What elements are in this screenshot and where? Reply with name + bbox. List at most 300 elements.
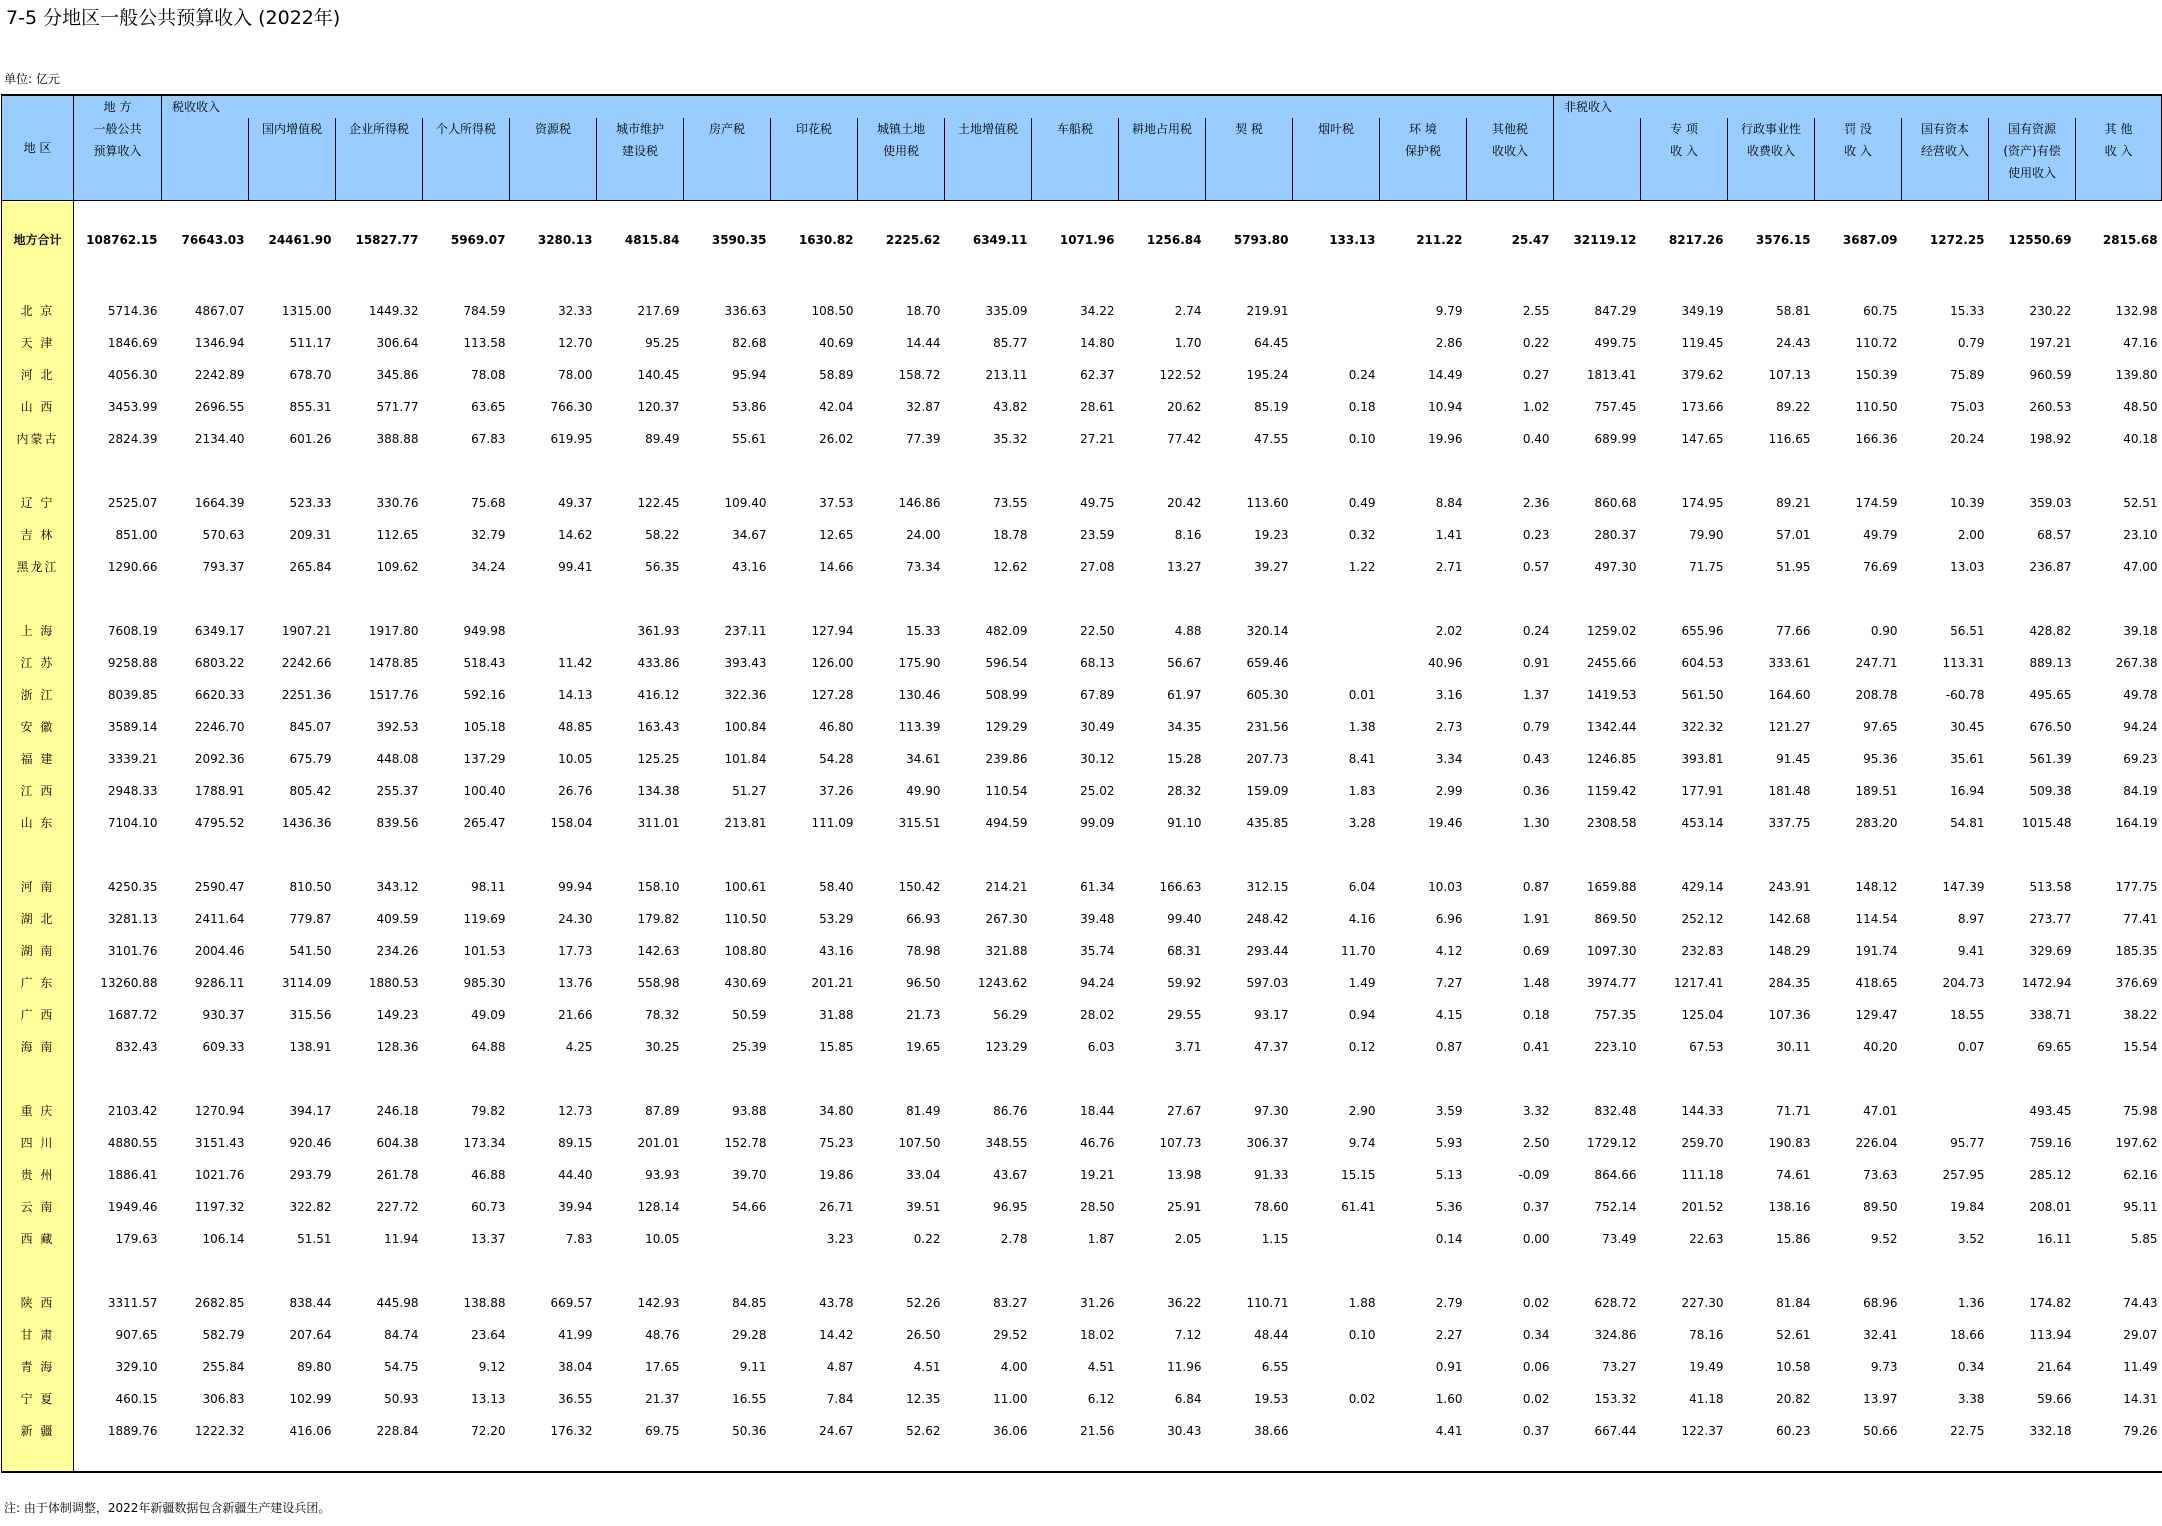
value-cell: 19.86 xyxy=(819,1168,854,1182)
value-cell: 394.17 xyxy=(289,1104,332,1118)
value-cell: 667.44 xyxy=(1594,1424,1637,1438)
value-cell: 19.49 xyxy=(1689,1360,1724,1374)
value-cell: 0.49 xyxy=(1348,496,1376,510)
value-cell: 306.37 xyxy=(1246,1136,1289,1150)
value-cell: 3281.13 xyxy=(107,912,158,926)
spacer-cell xyxy=(945,1447,1032,1472)
value-cell: 15.28 xyxy=(1167,752,1202,766)
value-cell: 752.14 xyxy=(1594,1200,1637,1214)
spacer-cell xyxy=(1293,201,1380,218)
value-cell: 393.81 xyxy=(1681,752,1724,766)
value-cell: 96.50 xyxy=(906,976,941,990)
spacer-cell xyxy=(1467,263,1554,295)
value-cell: 1664.39 xyxy=(194,496,245,510)
value-cell: 35.32 xyxy=(993,432,1028,446)
value-cell: 320.14 xyxy=(1246,624,1289,638)
value-cell: 207.73 xyxy=(1246,752,1289,766)
value-cell: 48.76 xyxy=(645,1328,680,1342)
value-cell: 3151.43 xyxy=(194,1136,245,1150)
spacer-cell xyxy=(1206,1255,1293,1287)
value-cell: 2824.39 xyxy=(107,432,158,446)
spacer-cell xyxy=(1815,1255,1902,1287)
value-cell: 0.87 xyxy=(1522,880,1550,894)
value-cell: 177.75 xyxy=(2115,880,2158,894)
spacer-cell xyxy=(74,263,162,295)
value-cell: 109.40 xyxy=(724,496,767,510)
value-cell: 949.98 xyxy=(463,624,506,638)
value-cell: 32.33 xyxy=(558,304,593,318)
region-name: 江 西 xyxy=(2,775,74,807)
spacer-cell xyxy=(684,583,771,615)
value-cell: 30.45 xyxy=(1950,720,1985,734)
header-nontax-total xyxy=(1554,118,1641,201)
value-cell: 306.64 xyxy=(376,336,419,350)
spacer-cell xyxy=(336,201,423,218)
value-cell: 14.42 xyxy=(819,1328,854,1342)
region-name: 江 苏 xyxy=(2,647,74,679)
value-cell: 293.79 xyxy=(289,1168,332,1182)
value-cell: 675.79 xyxy=(289,752,332,766)
value-cell: 144.33 xyxy=(1681,1104,1724,1118)
value-cell: 248.42 xyxy=(1246,912,1289,926)
value-cell: 1243.62 xyxy=(977,976,1028,990)
value-cell: 757.35 xyxy=(1594,1008,1637,1022)
value-cell: 29.07 xyxy=(2123,1328,2158,1342)
header-nontax-item: 国有资源 (资产)有偿 使用收入 xyxy=(1989,118,2076,201)
value-cell: 195.24 xyxy=(1246,368,1289,382)
spacer-cell xyxy=(1380,1063,1467,1095)
table-row xyxy=(2,935,2162,967)
spacer-cell xyxy=(1032,1447,1119,1472)
value-cell: 164.60 xyxy=(1768,688,1811,702)
value-cell: 113.58 xyxy=(463,336,506,350)
value-cell: 0.37 xyxy=(1522,1424,1550,1438)
value-cell: 0.27 xyxy=(1522,368,1550,382)
value-cell: 59.92 xyxy=(1167,976,1202,990)
value-cell: 11.96 xyxy=(1167,1360,1202,1374)
header-tax-item: 企业所得税 xyxy=(336,118,423,201)
value-cell: 69.65 xyxy=(2037,1040,2072,1054)
spacer-cell xyxy=(423,583,510,615)
spacer-cell xyxy=(2,1063,74,1095)
value-cell: 3974.77 xyxy=(1586,976,1637,990)
value-cell: 1.87 xyxy=(1087,1232,1115,1246)
value-cell: 460.15 xyxy=(115,1392,158,1406)
value-cell: 1.36 xyxy=(1957,1296,1985,1310)
value-cell: 38.22 xyxy=(2123,1008,2158,1022)
spacer-cell xyxy=(249,263,336,295)
value-cell: 174.82 xyxy=(2029,1296,2072,1310)
value-cell: 4056.30 xyxy=(107,368,158,382)
value-cell: 392.53 xyxy=(376,720,419,734)
value-cell: 2.71 xyxy=(1435,560,1463,574)
value-cell: 101.53 xyxy=(463,944,506,958)
value-cell: 106.14 xyxy=(202,1232,245,1246)
value-cell: 561.39 xyxy=(2029,752,2072,766)
spacer-cell xyxy=(510,583,597,615)
value-cell: 89.15 xyxy=(558,1136,593,1150)
value-cell: 6349.17 xyxy=(194,624,245,638)
value-cell: 0.01 xyxy=(1348,688,1376,702)
table-row xyxy=(2,391,2162,423)
spacer-cell xyxy=(684,263,771,295)
value-cell: 89.22 xyxy=(1776,400,1811,414)
header-tax-group: 税收收入 xyxy=(162,95,249,118)
value-cell: 4.15 xyxy=(1435,1008,1463,1022)
value-cell: 14.62 xyxy=(558,528,593,542)
value-cell: 847.29 xyxy=(1594,304,1637,318)
table-row xyxy=(2,423,2162,455)
value-cell: 21.64 xyxy=(2037,1360,2072,1374)
header-nontax-item: 专 项 收 入 xyxy=(1641,118,1728,201)
value-cell: 52.26 xyxy=(906,1296,941,1310)
value-cell: 409.59 xyxy=(376,912,419,926)
value-cell: 322.36 xyxy=(724,688,767,702)
spacer-cell xyxy=(858,839,945,871)
value-cell: 839.56 xyxy=(376,816,419,830)
value-cell: 628.72 xyxy=(1594,1296,1637,1310)
value-cell: 97.65 xyxy=(1863,720,1898,734)
value-cell: 6.84 xyxy=(1174,1392,1202,1406)
spacer-cell xyxy=(858,201,945,218)
value-cell: 26.76 xyxy=(558,784,593,798)
value-cell: 10.94 xyxy=(1428,400,1463,414)
value-cell: 47.55 xyxy=(1254,432,1289,446)
value-cell: 322.82 xyxy=(289,1200,332,1214)
value-cell: 337.75 xyxy=(1768,816,1811,830)
value-cell: 6.55 xyxy=(1261,1360,1289,1374)
value-cell: 36.22 xyxy=(1167,1296,1202,1310)
spacer-cell xyxy=(2076,263,2162,295)
spacer-cell xyxy=(1641,1255,1728,1287)
value-cell: 85.19 xyxy=(1254,400,1289,414)
value-cell: 0.02 xyxy=(1522,1392,1550,1406)
value-cell: 53.86 xyxy=(732,400,767,414)
spacer-row xyxy=(2,263,2162,295)
value-cell: 2815.68 xyxy=(2102,233,2158,247)
value-cell: 0.02 xyxy=(1348,1392,1376,1406)
value-cell: 50.36 xyxy=(732,1424,767,1438)
value-cell: 16.11 xyxy=(2037,1232,2072,1246)
value-cell: 315.51 xyxy=(898,816,941,830)
value-cell: 111.18 xyxy=(1681,1168,1724,1182)
value-cell: 39.51 xyxy=(906,1200,941,1214)
value-cell: 82.68 xyxy=(732,336,767,350)
value-cell: 22.63 xyxy=(1689,1232,1724,1246)
value-cell: 51.51 xyxy=(297,1232,332,1246)
spacer-cell xyxy=(1467,455,1554,487)
spacer-cell xyxy=(1380,201,1467,218)
value-cell: 2948.33 xyxy=(107,784,158,798)
value-cell: 338.71 xyxy=(2029,1008,2072,1022)
spacer-cell xyxy=(1989,1447,2076,1472)
spacer-cell xyxy=(1641,583,1728,615)
value-cell: 8217.26 xyxy=(1668,233,1724,247)
spacer-cell xyxy=(945,1063,1032,1095)
value-cell: 34.22 xyxy=(1080,304,1115,318)
value-cell: 604.38 xyxy=(376,1136,419,1150)
value-cell: 109.62 xyxy=(376,560,419,574)
value-cell: 190.83 xyxy=(1768,1136,1811,1150)
value-cell: 89.49 xyxy=(645,432,680,446)
value-cell: 87.89 xyxy=(645,1104,680,1118)
spacer-cell xyxy=(1554,583,1641,615)
spacer-cell xyxy=(2,839,74,871)
value-cell: 12.35 xyxy=(906,1392,941,1406)
value-cell: 2.74 xyxy=(1174,304,1202,318)
value-cell: 31.26 xyxy=(1080,1296,1115,1310)
value-cell: 1021.76 xyxy=(194,1168,245,1182)
value-cell: 1.38 xyxy=(1348,720,1376,734)
value-cell xyxy=(1902,1095,1989,1127)
value-cell: 129.29 xyxy=(985,720,1028,734)
value-cell xyxy=(1293,615,1380,647)
spacer-cell xyxy=(423,455,510,487)
value-cell: 138.88 xyxy=(463,1296,506,1310)
value-cell: 0.94 xyxy=(1348,1008,1376,1022)
value-cell: 5.36 xyxy=(1435,1200,1463,1214)
spacer-cell xyxy=(1728,1063,1815,1095)
region-name: 甘 肃 xyxy=(2,1319,74,1351)
spacer-cell xyxy=(1206,583,1293,615)
value-cell: 2696.55 xyxy=(194,400,245,414)
value-cell: 3114.09 xyxy=(281,976,332,990)
spacer-cell xyxy=(945,1255,1032,1287)
header-nontax-group: 非税收入 xyxy=(1554,95,1641,118)
value-cell: 609.33 xyxy=(202,1040,245,1054)
spacer-cell xyxy=(945,201,1032,218)
value-cell: 0.79 xyxy=(1957,336,1985,350)
value-cell: 13.98 xyxy=(1167,1168,1202,1182)
table-row xyxy=(2,1415,2162,1447)
value-cell: 110.50 xyxy=(724,912,767,926)
region-name: 西 藏 xyxy=(2,1223,74,1255)
spacer-cell xyxy=(1641,1447,1728,1472)
value-cell: 1217.41 xyxy=(1673,976,1724,990)
spacer-cell xyxy=(249,583,336,615)
table-row xyxy=(2,871,2162,903)
value-cell: 47.37 xyxy=(1254,1040,1289,1054)
value-cell: 1949.46 xyxy=(107,1200,158,1214)
value-cell: 15.54 xyxy=(2123,1040,2158,1054)
value-cell: 343.12 xyxy=(376,880,419,894)
spacer-cell xyxy=(2,1447,74,1472)
value-cell: 15.85 xyxy=(819,1040,854,1054)
spacer-cell xyxy=(1989,839,2076,871)
value-cell: 94.24 xyxy=(2123,720,2158,734)
value-cell: 2.05 xyxy=(1174,1232,1202,1246)
spacer-cell xyxy=(2,455,74,487)
value-cell: 0.41 xyxy=(1522,1040,1550,1054)
table-row xyxy=(2,1223,2162,1255)
value-cell: 35.74 xyxy=(1080,944,1115,958)
header-tax-item: 印花税 xyxy=(771,118,858,201)
value-cell: 37.26 xyxy=(819,784,854,798)
value-cell: 30.43 xyxy=(1167,1424,1202,1438)
spacer-cell xyxy=(510,1255,597,1287)
value-cell: 76.69 xyxy=(1863,560,1898,574)
value-cell: 32.41 xyxy=(1863,1328,1898,1342)
value-cell: 112.65 xyxy=(376,528,419,542)
value-cell: 20.62 xyxy=(1167,400,1202,414)
value-cell: 137.29 xyxy=(463,752,506,766)
value-cell: 110.54 xyxy=(985,784,1028,798)
spacer-cell xyxy=(336,455,423,487)
value-cell: 127.28 xyxy=(811,688,854,702)
spacer-cell xyxy=(1641,263,1728,295)
value-cell: 311.01 xyxy=(637,816,680,830)
spacer-cell xyxy=(1380,455,1467,487)
value-cell: 164.19 xyxy=(2115,816,2158,830)
value-cell: 255.84 xyxy=(202,1360,245,1374)
value-cell: 1.15 xyxy=(1261,1232,1289,1246)
value-cell: 2682.85 xyxy=(194,1296,245,1310)
spacer-cell xyxy=(510,263,597,295)
value-cell: 176.32 xyxy=(550,1424,593,1438)
value-cell: 3589.14 xyxy=(107,720,158,734)
value-cell: 1687.72 xyxy=(107,1008,158,1022)
value-cell: 4.00 xyxy=(1000,1360,1028,1374)
region-name: 河 南 xyxy=(2,871,74,903)
value-cell: 95.25 xyxy=(645,336,680,350)
value-cell: 5.93 xyxy=(1435,1136,1463,1150)
value-cell: 13.27 xyxy=(1167,560,1202,574)
header-tax-item: 烟叶税 xyxy=(1293,118,1380,201)
region-name: 河 北 xyxy=(2,359,74,391)
value-cell: 110.71 xyxy=(1246,1296,1289,1310)
value-cell: 11.70 xyxy=(1341,944,1376,958)
spacer-cell xyxy=(162,455,249,487)
value-cell: 5.85 xyxy=(2130,1232,2158,1246)
value-cell: 76643.03 xyxy=(181,233,245,247)
value-cell: 312.15 xyxy=(1246,880,1289,894)
value-cell: 91.33 xyxy=(1254,1168,1289,1182)
spacer-cell xyxy=(945,839,1032,871)
value-cell: 19.23 xyxy=(1254,528,1289,542)
value-cell: 110.50 xyxy=(1855,400,1898,414)
spacer-cell xyxy=(1815,455,1902,487)
value-cell: 659.46 xyxy=(1246,656,1289,670)
value-cell: 6.04 xyxy=(1348,880,1376,894)
value-cell: 604.53 xyxy=(1681,656,1724,670)
value-cell: 3101.76 xyxy=(107,944,158,958)
value-cell: 27.08 xyxy=(1080,560,1115,574)
spacer-cell xyxy=(1641,839,1728,871)
value-cell: 4.41 xyxy=(1435,1424,1463,1438)
region-name: 海 南 xyxy=(2,1031,74,1063)
value-cell: 508.99 xyxy=(985,688,1028,702)
value-cell: 605.30 xyxy=(1246,688,1289,702)
value-cell: 1419.53 xyxy=(1586,688,1637,702)
value-cell: 9286.11 xyxy=(194,976,245,990)
value-cell: 7.84 xyxy=(826,1392,854,1406)
value-cell: 6620.33 xyxy=(194,688,245,702)
value-cell: 107.36 xyxy=(1768,1008,1811,1022)
value-cell: 832.43 xyxy=(115,1040,158,1054)
value-cell: 32.79 xyxy=(471,528,506,542)
value-cell: 2455.66 xyxy=(1586,656,1637,670)
value-cell: 42.04 xyxy=(819,400,854,414)
value-cell: 86.76 xyxy=(993,1104,1028,1118)
value-cell: 3.71 xyxy=(1174,1040,1202,1054)
value-cell: 148.12 xyxy=(1855,880,1898,894)
spacer-cell xyxy=(1728,201,1815,218)
region-name: 四 川 xyxy=(2,1127,74,1159)
value-cell: 0.91 xyxy=(1522,656,1550,670)
header-tax-item: 车船税 xyxy=(1032,118,1119,201)
spacer-cell xyxy=(1206,263,1293,295)
value-cell: 15827.77 xyxy=(355,233,419,247)
value-cell: 1889.76 xyxy=(107,1424,158,1438)
value-cell: 12.62 xyxy=(993,560,1028,574)
value-cell: 232.83 xyxy=(1681,944,1724,958)
spacer-cell xyxy=(684,1447,771,1472)
spacer-cell xyxy=(1902,201,1989,218)
spacer-cell xyxy=(2,201,74,218)
value-cell: 73.63 xyxy=(1863,1168,1898,1182)
value-cell: 9258.88 xyxy=(107,656,158,670)
value-cell: 12.70 xyxy=(558,336,593,350)
value-cell: 179.82 xyxy=(637,912,680,926)
region-name: 黑龙江 xyxy=(2,551,74,583)
value-cell: 125.04 xyxy=(1681,1008,1724,1022)
value-cell: 333.61 xyxy=(1768,656,1811,670)
value-cell: 4.51 xyxy=(913,1360,941,1374)
value-cell: 41.99 xyxy=(558,1328,593,1342)
value-cell: 26.71 xyxy=(819,1200,854,1214)
value-cell: 13.97 xyxy=(1863,1392,1898,1406)
value-cell: 89.50 xyxy=(1863,1200,1898,1214)
table-row xyxy=(2,999,2162,1031)
spacer-cell xyxy=(1815,1063,1902,1095)
value-cell: 2.78 xyxy=(1000,1232,1028,1246)
table-row xyxy=(2,1319,2162,1351)
value-cell: 1315.00 xyxy=(281,304,332,318)
value-cell: 75.68 xyxy=(471,496,506,510)
value-cell: 930.37 xyxy=(202,1008,245,1022)
value-cell: 48.85 xyxy=(558,720,593,734)
value-cell: 191.74 xyxy=(1855,944,1898,958)
value-cell: 2251.36 xyxy=(281,688,332,702)
spacer-cell xyxy=(1032,583,1119,615)
value-cell: 255.37 xyxy=(376,784,419,798)
value-cell: 209.31 xyxy=(289,528,332,542)
spacer-row xyxy=(2,1255,2162,1287)
value-cell: 260.53 xyxy=(2029,400,2072,414)
region-name: 湖 南 xyxy=(2,935,74,967)
value-cell: 1788.91 xyxy=(194,784,245,798)
value-cell: 4.12 xyxy=(1435,944,1463,958)
table-row xyxy=(2,743,2162,775)
value-cell: 17.73 xyxy=(558,944,593,958)
spacer-cell xyxy=(1728,1447,1815,1472)
value-cell: 77.66 xyxy=(1776,624,1811,638)
value-cell: 49.90 xyxy=(906,784,941,798)
spacer-cell xyxy=(1032,263,1119,295)
value-cell: 1097.30 xyxy=(1586,944,1637,958)
spacer-cell xyxy=(1989,583,2076,615)
value-cell: 541.50 xyxy=(289,944,332,958)
spacer-cell xyxy=(2,263,74,295)
value-cell: 102.99 xyxy=(289,1392,332,1406)
spacer-cell xyxy=(1293,455,1380,487)
spacer-cell xyxy=(597,201,684,218)
value-cell: 571.77 xyxy=(376,400,419,414)
spacer-cell xyxy=(1641,201,1728,218)
spacer-cell xyxy=(1554,201,1641,218)
value-cell: 11.49 xyxy=(2123,1360,2158,1374)
value-cell: 95.94 xyxy=(732,368,767,382)
